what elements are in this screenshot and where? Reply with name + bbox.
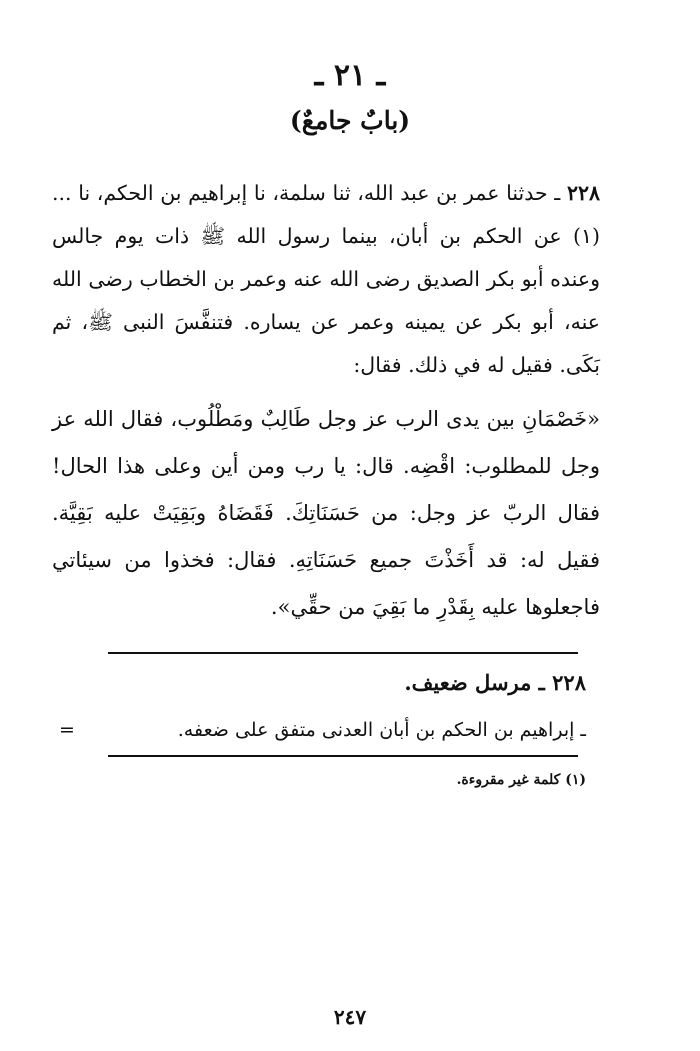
hadith-paragraph xyxy=(52,172,600,387)
footnote-divider xyxy=(108,755,578,757)
prophetic-quote: «خَصْمَانِ بين يدى الرب عز وجل طَالِبٌ ومَطْلُوب، فقال الله عز وجل للمطلوب: اقْضِه. قال: يا رب ومن أين وعلى هذا الحال! فقال الربّ عز وجل: من حَسَنَاتِكَ. فَقَضَاهُ وبَقِيَتْ عليه بَقِيَّة. فقيل له: قد أَخَذْتَ جميع حَسَنَاتِهِ. فقال: فخذوا من سيئاتي فاجعلوها عليه بِقَدْرِ ما بَقِيَ من حقِّي». xyxy=(52,407,600,619)
chapter-number: ـ ٢١ ـ xyxy=(314,58,386,93)
chapter-title: (بابٌ جامعٌ) xyxy=(289,106,411,135)
footnote: (١) كلمة غير مقروءة. xyxy=(456,772,586,788)
narrator-note: ـ إبراهيم بن الحكم بن أبان العدنى متفق على ضعفه. xyxy=(177,719,586,741)
page-number: ٢٤٧ xyxy=(333,1005,367,1029)
commentary-divider-top xyxy=(108,652,578,654)
hadith-text: ـ حدثنا عمر بن عبد الله، ثنا سلمة، نا إبراهيم بن الحكم، نا ... (١) عن الحكم بن أبان، بينما رسول الله ﷺ ذات يوم جالس وعنده أبو بكر الصديق رضى الله عنه وعمر بن الخطاب رضى الله عنه، أبو بكر عن يمينه وعمر عن يساره. فتنفَّسَ النبى ﷺ، ثم بَكَى. فقيل له في ذلك. فقال: xyxy=(52,181,600,377)
hadith-number: ٢٢٨ xyxy=(566,181,600,205)
hadith-grading: ٢٢٨ ـ مرسل ضعيف. xyxy=(404,670,586,695)
continuation-mark: = xyxy=(59,719,75,741)
